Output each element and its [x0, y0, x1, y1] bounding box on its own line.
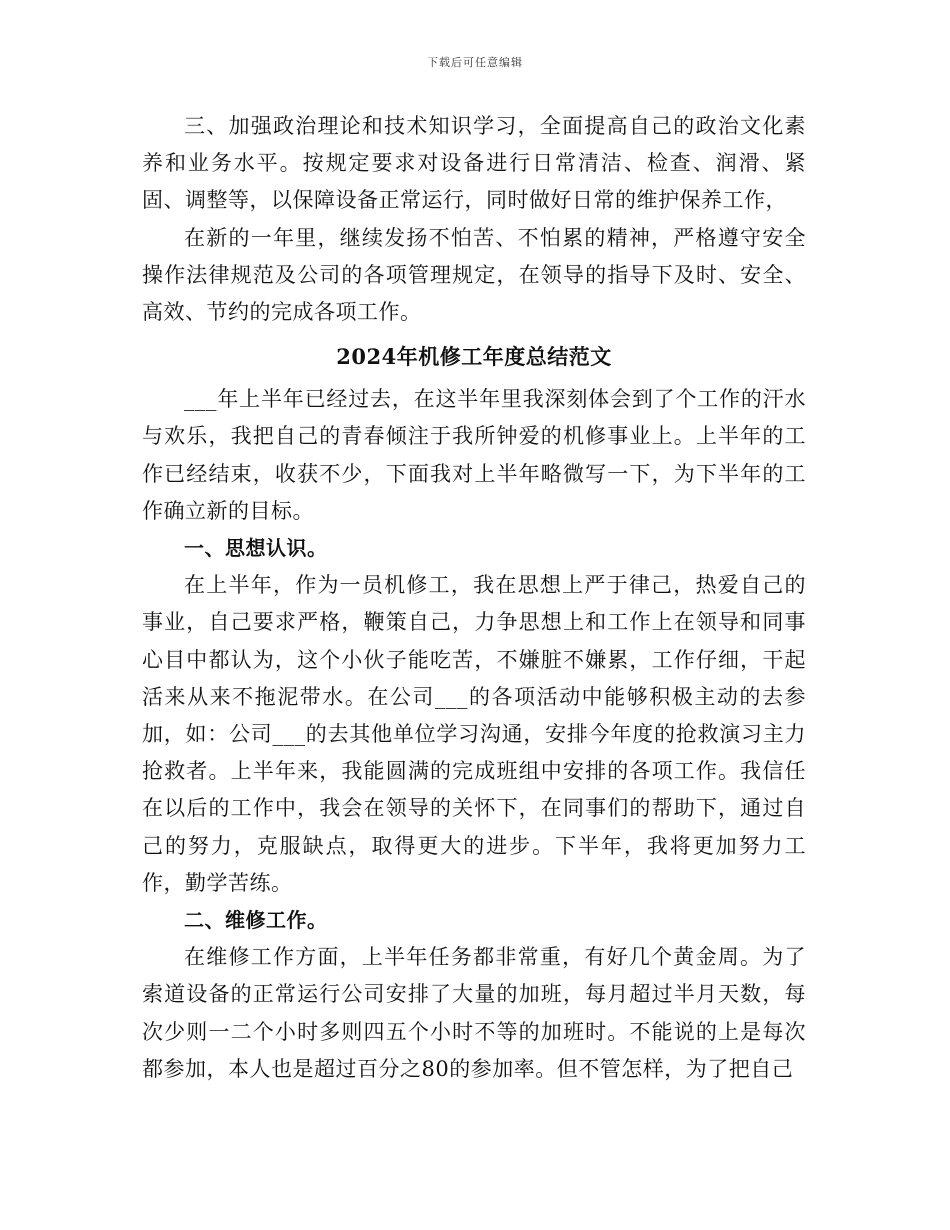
paragraph-thought: 在上半年，作为一员机修工，我在思想上严于律己，热爱自己的事业，自己要求严格，鞭策自己，力争思想上和工作上在领导和同事心目中都认为，这个小伙子能吃苦，不嫌脏不嫌累，工作仔细，干起活来从来不拖泥带水。在公司___的各项活动中能够积极主动的去参加，如：公司___的去其他单位学习沟通，安排今年度的抢救演习主力抢救者。上半年来，我能圆满的完成班组中安排的各项工作。我信任在以后的工作中，我会在领导的关怀下，在同事们的帮助下，通过自己的努力，克服缺点，取得更大的进步。下半年，我将更加努力工作，勤学苦练。: [142, 573, 806, 895]
document-body: [142, 108, 806, 1088]
document-title: 2024年机修工年度总结范文: [336, 344, 612, 370]
page-header: 下载后可任意编辑: [427, 56, 523, 69]
section-heading-maintenance: 二、维修工作。: [184, 908, 328, 933]
paragraph-study: 三、加强政治理论和技术知识学习，全面提高自己的政治文化素养和业务水平。按规定要求对设备进行日常清洁、检查、润滑、紧固、调整等，以保障设备正常运行，同时做好日常的维护保养工作，: [142, 114, 806, 213]
paragraph-maintenance: 在维修工作方面，上半年任务都非常重，有好几个黄金周。为了索道设备的正常运行公司安排了大量的加班，每月超过半月天数，每次少则一二个小时多则四五个小时不等的加班时。不能说的上是每次都参加，本人也是超过百分之80的参加率。但不管怎样，为了把自己: [142, 945, 806, 1081]
section-heading-thought: 一、思想认识。: [184, 536, 328, 561]
paragraph-opening: ___年上半年已经过去，在这半年里我深刻体会到了个工作的汗水与欢乐，我把自己的青春倾注于我所钟爱的机修事业上。上半年的工作已经结束，收获不少，下面我对上半年略微写一下，为下半年的工作确立新的目标。: [142, 387, 806, 523]
paragraph-new-year: 在新的一年里，继续发扬不怕苦、不怕累的精神，严格遵守安全操作法律规范及公司的各项管理规定，在领导的指导下及时、安全、高效、节约的完成各项工作。: [142, 225, 806, 325]
